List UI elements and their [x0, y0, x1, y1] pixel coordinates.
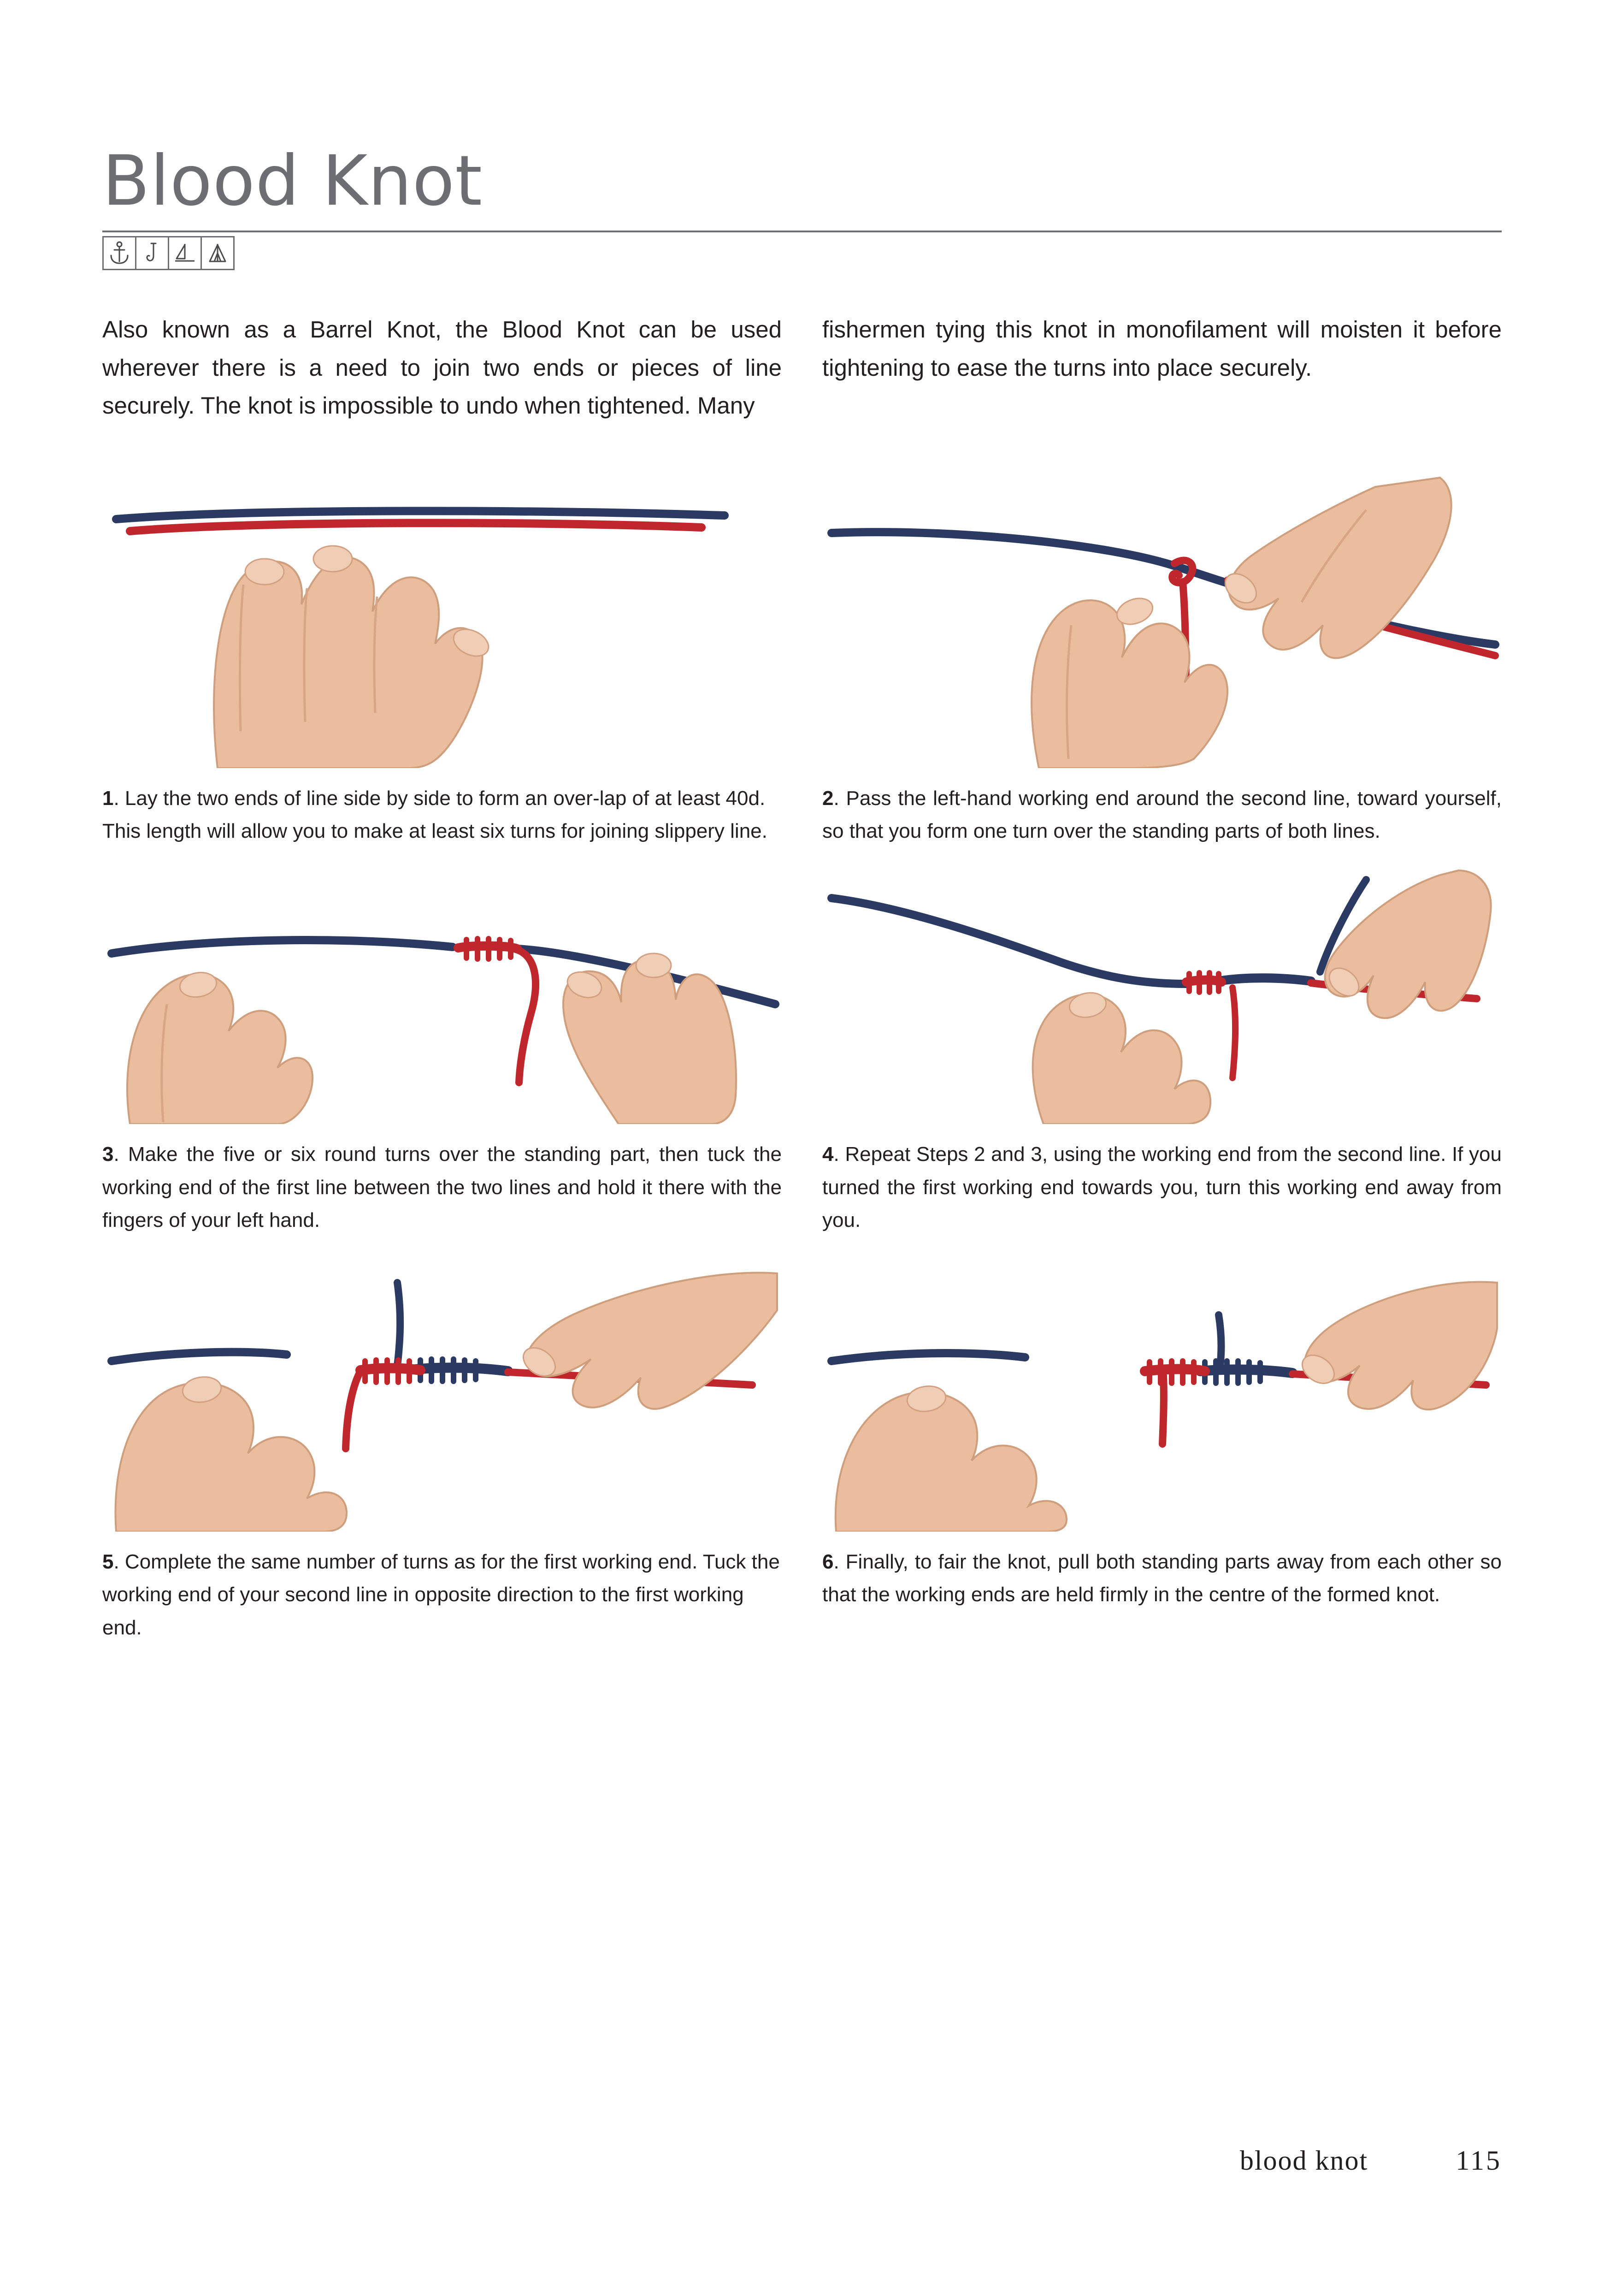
step-5-text: . Complete the same number of turns as for the first working end. Tuck the working end of your second line in opposite direction to the first working end.	[102, 1550, 780, 1639]
step-3-photo	[102, 866, 782, 1124]
category-icon-strip	[102, 236, 1502, 270]
step-4-text: . Repeat Steps 2 and 3, using the working end from the second line. If you turned the first working end towards you, turn this working end away from you.	[822, 1143, 1502, 1231]
steps-grid	[102, 473, 1502, 1644]
step-1-caption	[102, 782, 782, 848]
step-4-caption	[822, 1138, 1502, 1237]
page-footer	[102, 2145, 1502, 2177]
step-5-caption	[102, 1545, 782, 1644]
title-divider	[102, 231, 1502, 232]
step-cell-2	[822, 473, 1502, 848]
step-5-number: 5	[102, 1550, 114, 1574]
boat-sail-icon	[168, 236, 202, 270]
fish-hook-icon	[135, 236, 169, 270]
step-2-number: 2	[822, 787, 834, 810]
intro-column-2: fishermen tying this knot in monofilament will moisten it before tightening to ease the turns into place securely.	[822, 316, 1502, 381]
step-row-1	[102, 473, 1502, 848]
page-content	[102, 0, 1502, 1663]
step-4-number: 4	[822, 1143, 834, 1166]
step-cell-1	[102, 473, 782, 848]
page-title: Blood Knot	[102, 141, 483, 221]
step-1-text: . Lay the two ends of line side by side to form an over-lap of at least 40d. This length will allow you to make at least six turns for joining slippery line.	[102, 787, 767, 843]
anchor-icon	[102, 236, 136, 270]
footer-knot-name: blood knot	[1239, 2145, 1368, 2176]
step-6-text: . Finally, to fair the knot, pull both standing parts away from each other so that the working ends are held firmly in the centre of the formed knot.	[822, 1550, 1502, 1606]
step-3-text: . Make the five or six round turns over the standing part, then tuck the working end of the first line between the two lines and hold it there with the fingers of your left hand.	[102, 1143, 782, 1231]
step-3-caption	[102, 1138, 782, 1237]
step-3-number: 3	[102, 1143, 114, 1166]
step-row-3	[102, 1255, 1502, 1644]
tent-icon	[200, 236, 235, 270]
introduction	[102, 311, 1502, 425]
step-5-photo	[102, 1255, 782, 1532]
step-cell-6	[822, 1255, 1502, 1644]
step-2-caption	[822, 782, 1502, 848]
step-6-photo	[822, 1255, 1502, 1532]
step-row-2	[102, 866, 1502, 1237]
step-cell-4	[822, 866, 1502, 1237]
intro-column-1: Also known as a Barrel Knot, the Blood Knot can be used wherever there is a need to join two ends or pieces of line securely. The knot is impossible to undo when tightened. Many	[102, 316, 782, 419]
step-4-photo	[822, 866, 1502, 1124]
step-6-caption	[822, 1545, 1502, 1611]
step-1-number: 1	[102, 787, 114, 810]
footer-page-number: 115	[1456, 2145, 1502, 2176]
step-6-number: 6	[822, 1550, 834, 1574]
step-2-text: . Pass the left-hand working end around the second line, toward yourself, so that you form one turn over the standing parts of both lines.	[822, 787, 1502, 843]
step-cell-3	[102, 866, 782, 1237]
step-cell-5	[102, 1255, 782, 1644]
step-2-photo	[822, 473, 1502, 768]
step-1-photo	[102, 473, 782, 768]
